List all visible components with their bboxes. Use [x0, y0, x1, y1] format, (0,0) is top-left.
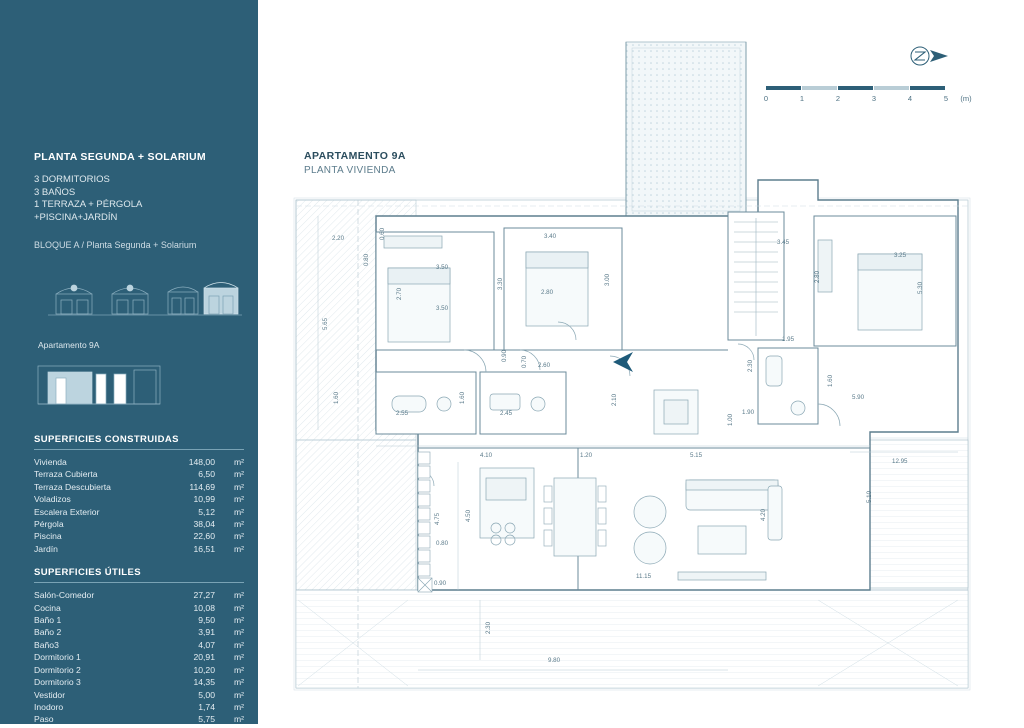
dimension-text: 3.25: [894, 252, 907, 259]
key-plan: [34, 356, 164, 412]
dimension-text: 5.30: [917, 281, 924, 294]
dimension-text: 2.30: [485, 621, 492, 634]
area-name: Voladizos: [34, 494, 71, 505]
plan-title: PLANTA SEGUNDA + SOLARIUM: [34, 151, 206, 163]
area-name: Paso: [34, 714, 54, 725]
area-unit: m²: [233, 627, 244, 638]
area-value: 114,69: [189, 481, 215, 492]
area-unit: m²: [233, 543, 244, 554]
area-value: 10,20: [193, 664, 215, 675]
area-unit: m²: [233, 602, 244, 613]
dimension-text: 3.50: [436, 264, 449, 271]
table-row: [34, 689, 244, 701]
dimension-text: 2.30: [747, 359, 754, 372]
area-name: Cocina: [34, 602, 61, 613]
dimension-text: 2.45: [500, 410, 513, 417]
area-value: 16,51: [193, 543, 215, 554]
area-value: 5,12: [198, 506, 215, 517]
area-value: 5,75: [198, 714, 215, 725]
area-value: 148,00: [188, 457, 215, 467]
dimension-text: 0.80: [436, 540, 449, 547]
dimension-text: 2.20: [332, 235, 345, 242]
area-value: 20,91: [193, 652, 215, 663]
dimension-text: 0.70: [521, 355, 528, 368]
area-name: Salón-Comedor: [34, 590, 95, 601]
area-value: 27,27: [193, 590, 215, 601]
elevation-svg: [34, 258, 244, 322]
area-name: Inodoro: [34, 701, 64, 712]
dimension-text: 3.40: [544, 233, 557, 240]
dimension-text: 0.90: [501, 349, 508, 362]
dimension-text: 2.55: [396, 410, 409, 417]
dimension-text: 3.30: [497, 277, 504, 290]
area-name: Vestidor: [34, 689, 66, 700]
dimension-text: 1.60: [333, 391, 340, 404]
table-row: [34, 664, 244, 676]
scale-label-0: 0: [763, 94, 769, 103]
area-unit: m²: [233, 590, 244, 601]
area-value: 9,50: [198, 615, 215, 626]
dimension-text: 0.80: [363, 253, 370, 266]
cabinet-run: [418, 452, 432, 592]
dimension-text: 9.80: [548, 657, 561, 664]
useful-areas-heading: SUPERFICIES ÚTILES: [34, 567, 244, 583]
plan-specs: [34, 174, 244, 224]
area-unit: m²: [233, 677, 244, 688]
pool-pergola-area: [626, 42, 746, 217]
drawing-subtitle: PLANTA VIVIENDA: [304, 165, 396, 176]
area-value: 38,04: [193, 519, 215, 530]
area-value: 14,35: [193, 677, 215, 688]
table-row: [34, 589, 244, 601]
dimension-text: 3.00: [604, 273, 611, 286]
area-name: Terraza Cubierta: [34, 469, 98, 480]
area-unit: m²: [233, 652, 244, 663]
dimension-text: 1.60: [459, 391, 466, 404]
area-name: Baño 1: [34, 615, 62, 626]
built-areas-table: [34, 456, 244, 555]
key-plan-svg: [34, 356, 164, 412]
area-unit: m²: [233, 469, 244, 480]
table-row: [34, 456, 244, 468]
dimension-text: 1.60: [827, 374, 834, 387]
area-name: Baño 2: [34, 627, 62, 638]
scale-label-unit: (m): [960, 94, 972, 103]
dimension-text: 1.90: [742, 409, 755, 416]
area-name: Dormitorio 1: [34, 652, 81, 663]
drawing-canvas: [258, 0, 1024, 724]
floor-plan-drawing: [258, 0, 1024, 724]
table-row: [34, 639, 244, 651]
table-row: [34, 493, 244, 505]
building-elevation-thumbnails: [34, 258, 244, 322]
area-unit: m²: [233, 639, 244, 650]
scale-label-1: 1: [799, 94, 805, 103]
area-name: Terraza Descubierta: [34, 481, 111, 492]
table-row: [34, 614, 244, 626]
scale-label-3: 3: [871, 94, 877, 103]
block-label: BLOQUE A / Planta Segunda + Solarium: [34, 240, 197, 250]
dimension-text: 11.15: [636, 573, 652, 580]
area-name: Jardín: [34, 543, 58, 554]
useful-areas-table: [34, 589, 244, 725]
area-unit: m²: [233, 714, 244, 725]
dimension-text: 4.75: [434, 512, 441, 525]
scale-label-5: 5: [943, 94, 949, 103]
dimension-text: 4.50: [465, 509, 472, 522]
area-unit: m²: [233, 531, 244, 542]
area-value: 1,74: [198, 701, 215, 712]
dimension-text: 12.95: [892, 458, 908, 465]
area-unit: m²: [233, 615, 244, 626]
area-unit: m²: [233, 481, 244, 492]
dimension-text: 2.80: [541, 289, 554, 296]
dimension-text: 1.20: [580, 452, 593, 459]
area-unit: m²: [233, 689, 244, 700]
area-value: 6,50: [198, 469, 215, 480]
dimension-text: 3.45: [777, 239, 790, 246]
area-name: Escalera Exterior: [34, 506, 100, 517]
dimension-text: 2.70: [396, 287, 403, 300]
dimension-text: 5.15: [690, 452, 703, 459]
dimension-text: 4.20: [760, 508, 767, 521]
table-row: [34, 518, 244, 530]
spec-line-3: 1 TERRAZA + PÉRGOLA: [34, 199, 143, 210]
area-unit: m²: [233, 457, 244, 467]
area-unit: m²: [233, 664, 244, 675]
apartment-thumbnail-label: Apartamento 9A: [38, 340, 100, 350]
area-value: 10,99: [193, 494, 215, 505]
dimension-text: 2.60: [538, 362, 551, 369]
area-value: 4,07: [198, 639, 215, 650]
sidebar: [0, 0, 258, 724]
table-row: [34, 481, 244, 493]
spec-line-4: +PISCINA+JARDÍN: [34, 211, 118, 223]
built-areas-heading: SUPERFICIES CONSTRUIDAS: [34, 434, 244, 450]
dimension-text: 1.00: [727, 413, 734, 426]
table-row: [34, 506, 244, 518]
area-unit: m²: [233, 494, 244, 505]
table-row: [34, 626, 244, 638]
area-unit: m²: [233, 506, 244, 517]
area-value: 22,60: [193, 531, 215, 542]
table-row: [34, 651, 244, 663]
dimension-text: 5.10: [866, 490, 873, 503]
area-name: Pérgola: [34, 519, 64, 530]
area-name: Dormitorio 2: [34, 664, 81, 675]
dimension-text: 4.10: [480, 452, 493, 459]
dimension-text: 0.90: [434, 580, 447, 587]
dimension-text: 1.95: [782, 336, 795, 343]
table-row: [34, 701, 244, 713]
area-name: Baño3: [34, 639, 59, 650]
area-unit: m²: [233, 519, 244, 530]
area-name: Piscina: [34, 531, 62, 542]
area-unit: m²: [233, 701, 244, 712]
area-name: Dormitorio 3: [34, 677, 81, 688]
table-row: [34, 602, 244, 614]
dimension-text: 0.60: [379, 227, 386, 240]
table-row: [34, 468, 244, 480]
dimension-text: 5.90: [852, 394, 865, 401]
area-value: 3,91: [198, 627, 215, 638]
spec-line-2: 3 BAÑOS: [34, 186, 76, 198]
table-row: [34, 543, 244, 555]
area-name: Vivienda: [34, 457, 67, 467]
dimension-text: 5.65: [322, 317, 329, 330]
drawing-title: APARTAMENTO 9A: [304, 150, 406, 162]
scale-label-2: 2: [835, 94, 841, 103]
dimension-text: 3.50: [436, 305, 449, 312]
table-row: [34, 676, 244, 688]
area-value: 5,00: [198, 689, 215, 700]
dimension-text: 2.10: [611, 393, 618, 406]
spec-line-1: 3 DORMITORIOS: [34, 174, 110, 185]
scale-label-4: 4: [907, 94, 913, 103]
area-value: 10,08: [193, 602, 215, 613]
dimension-text: 2.80: [814, 270, 821, 283]
table-row: [34, 530, 244, 542]
